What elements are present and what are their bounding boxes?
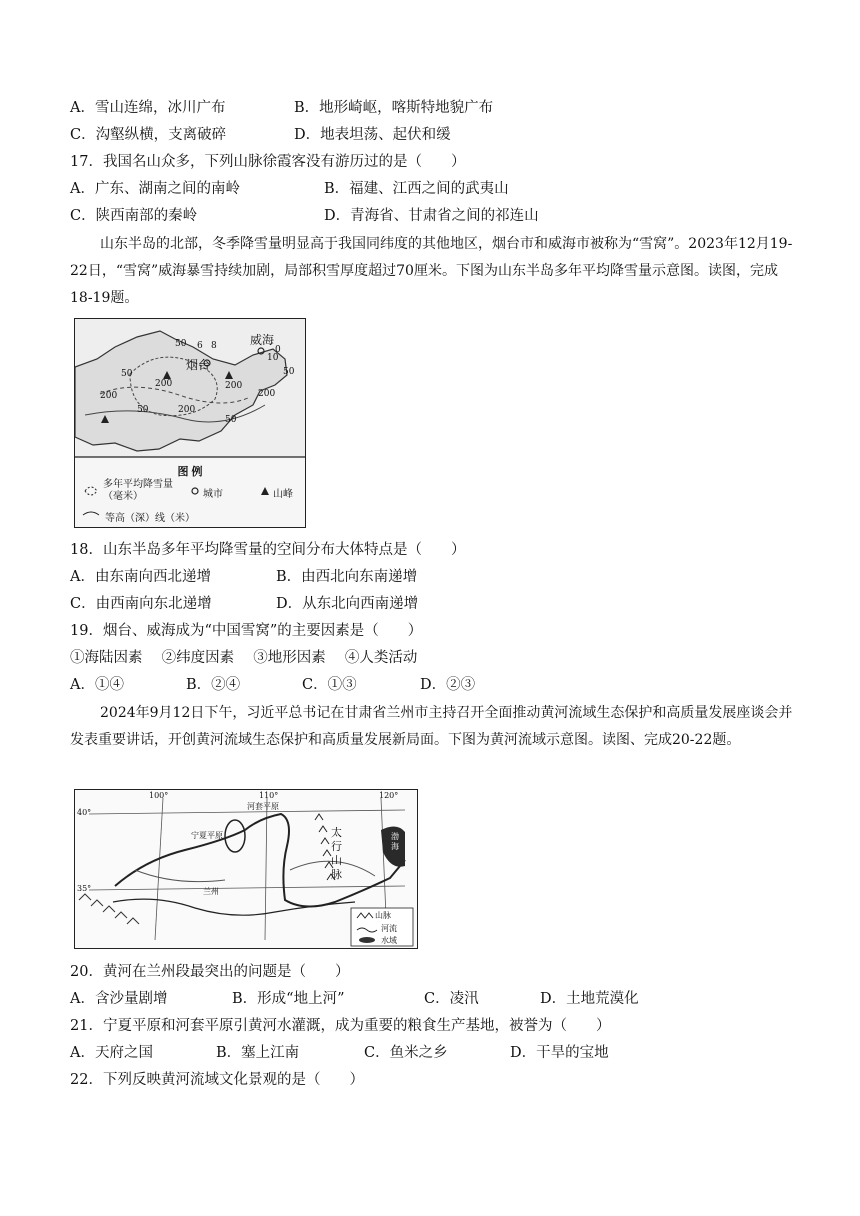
q16-option-c: C．沟壑纵横，支离破碎 bbox=[70, 127, 227, 143]
contour-label: 50 bbox=[121, 369, 133, 379]
q16-option-b: B．地形崎岖，喀斯特地貌广布 bbox=[294, 100, 494, 116]
q19-option-c: C．①③ bbox=[302, 677, 357, 693]
q18-option-d: D．从东北向西南递增 bbox=[276, 596, 419, 612]
contour-label: 0 bbox=[275, 345, 281, 355]
q19-stem: 19．烟台、威海成为“中国雪窝”的主要因素是（ ） bbox=[70, 623, 423, 639]
shandong-snowfall-map bbox=[74, 318, 306, 528]
ningxia-plain-label: 宁夏平原 bbox=[191, 831, 223, 840]
q21-option-c: C．鱼米之乡 bbox=[364, 1045, 448, 1061]
q20-option-a: A．含沙量剧增 bbox=[70, 991, 168, 1007]
yellow-river-map-graphic bbox=[75, 790, 417, 948]
legend-snowfall: 多年平均降雪量（毫米） bbox=[103, 479, 173, 502]
contour-label: 50 bbox=[175, 339, 187, 349]
lon-label-110: 110° bbox=[259, 791, 279, 800]
q21-option-d: D．干旱的宝地 bbox=[510, 1045, 609, 1061]
passage-snow: 山东半岛的北部，冬季降雪量明显高于我国同纬度的其他地区，烟台市和威海市被称为“雪窝”。2023年12月19-22日，“雪窝”威海暴雪持续加剧，局部积雪厚度超过70厘米。下图为山东半岛多年平均降雪量示意图。读图，完成18-19题。 bbox=[70, 236, 793, 306]
q18-stem: 18．山东半岛多年平均降雪量的空间分布大体特点是（ ） bbox=[70, 542, 466, 558]
q20-option-d: D．土地荒漠化 bbox=[540, 991, 639, 1007]
lon-label-100: 100° bbox=[149, 791, 169, 800]
weihai-label: 威海 bbox=[250, 333, 275, 347]
q17-option-a: A．广东、湖南之间的南岭 bbox=[70, 181, 240, 197]
hetao-plain-label: 河套平原 bbox=[247, 802, 279, 811]
legend-title: 图 例 bbox=[177, 466, 203, 478]
lon-label-120: 120° bbox=[379, 791, 399, 800]
q20-stem: 20．黄河在兰州段最突出的问题是（ ） bbox=[70, 964, 350, 980]
yellow-river-map bbox=[74, 789, 418, 949]
legend-river: 河流 bbox=[381, 924, 397, 933]
q21-option-b: B．塞上江南 bbox=[216, 1045, 300, 1061]
contour-label: 50 bbox=[225, 415, 237, 425]
q19-option-d: D．②③ bbox=[420, 677, 476, 693]
contour-label: 6 bbox=[197, 341, 203, 351]
yantai-label: 烟台 bbox=[186, 358, 211, 372]
lat-label-35: 35° bbox=[77, 884, 92, 893]
legend-city: 城市 bbox=[203, 489, 223, 500]
q19-option-a: A．①④ bbox=[70, 677, 124, 693]
legend-mountain: 山脉 bbox=[375, 911, 391, 920]
contour-label: 200 bbox=[100, 391, 118, 401]
q20-option-c: C．凌汛 bbox=[424, 991, 479, 1007]
contour-label: 8 bbox=[211, 341, 217, 351]
q17-option-c: C．陕西南部的秦岭 bbox=[70, 208, 198, 224]
taihang-mountains-label: 太行山脉 bbox=[331, 827, 342, 881]
q16-option-d: D．地表坦荡、起伏和缓 bbox=[294, 127, 451, 143]
q18-option-b: B．由西北向东南递增 bbox=[276, 569, 418, 585]
lat-label-40: 40° bbox=[77, 808, 92, 817]
q19-option-b: B．②④ bbox=[186, 677, 241, 693]
q17-option-b: B．福建、江西之间的武夷山 bbox=[324, 181, 509, 197]
contour-label: 200 bbox=[155, 379, 173, 389]
q20-option-b: B．形成“地上河” bbox=[232, 991, 345, 1007]
q18-option-c: C．由西南向东北递增 bbox=[70, 596, 212, 612]
q17-stem: 17．我国名山众多，下列山脉徐霞客没有游历过的是（ ） bbox=[70, 154, 466, 170]
contour-label: 10 bbox=[267, 353, 279, 363]
passage-yellow-river: 2024年9月12日下午，习近平总书记在甘肃省兰州市主持召开全面推动黄河流域生态保护和高质量发展座谈会并发表重要讲话，开创黄河流域生态保护和高质量发展新局面。下图为黄河流域示意图。读图、完成20-22题。 bbox=[70, 705, 793, 748]
lanzhou-label: 兰州 bbox=[203, 887, 219, 896]
contour-label: 200 bbox=[258, 389, 276, 399]
q17-option-d: D．青海省、甘肃省之间的祁连山 bbox=[324, 208, 539, 224]
legend-peak: 山峰 bbox=[273, 489, 293, 500]
q21-stem: 21．宁夏平原和河套平原引黄河水灌溉，成为重要的粮食生产基地，被誉为（ ） bbox=[70, 1018, 611, 1034]
contour-label: 200 bbox=[178, 405, 196, 415]
bohai-label: 渤海 bbox=[391, 832, 399, 851]
q21-option-a: A．天府之国 bbox=[70, 1045, 153, 1061]
contour-label: 200 bbox=[225, 381, 243, 391]
q22-stem: 22．下列反映黄河流域文化景观的是（ ） bbox=[70, 1072, 364, 1088]
q16-option-a: A．雪山连绵，冰川广布 bbox=[70, 100, 226, 116]
contour-label: 50 bbox=[283, 367, 295, 377]
q19-factors: ①海陆因素 ②纬度因素 ③地形因素 ④人类活动 bbox=[70, 650, 418, 666]
q18-option-a: A．由东南向西北递增 bbox=[70, 569, 211, 585]
legend-contour: 等高（深）线（米） bbox=[105, 513, 195, 524]
legend-water: 水域 bbox=[381, 936, 397, 945]
contour-label: 50 bbox=[137, 405, 149, 415]
